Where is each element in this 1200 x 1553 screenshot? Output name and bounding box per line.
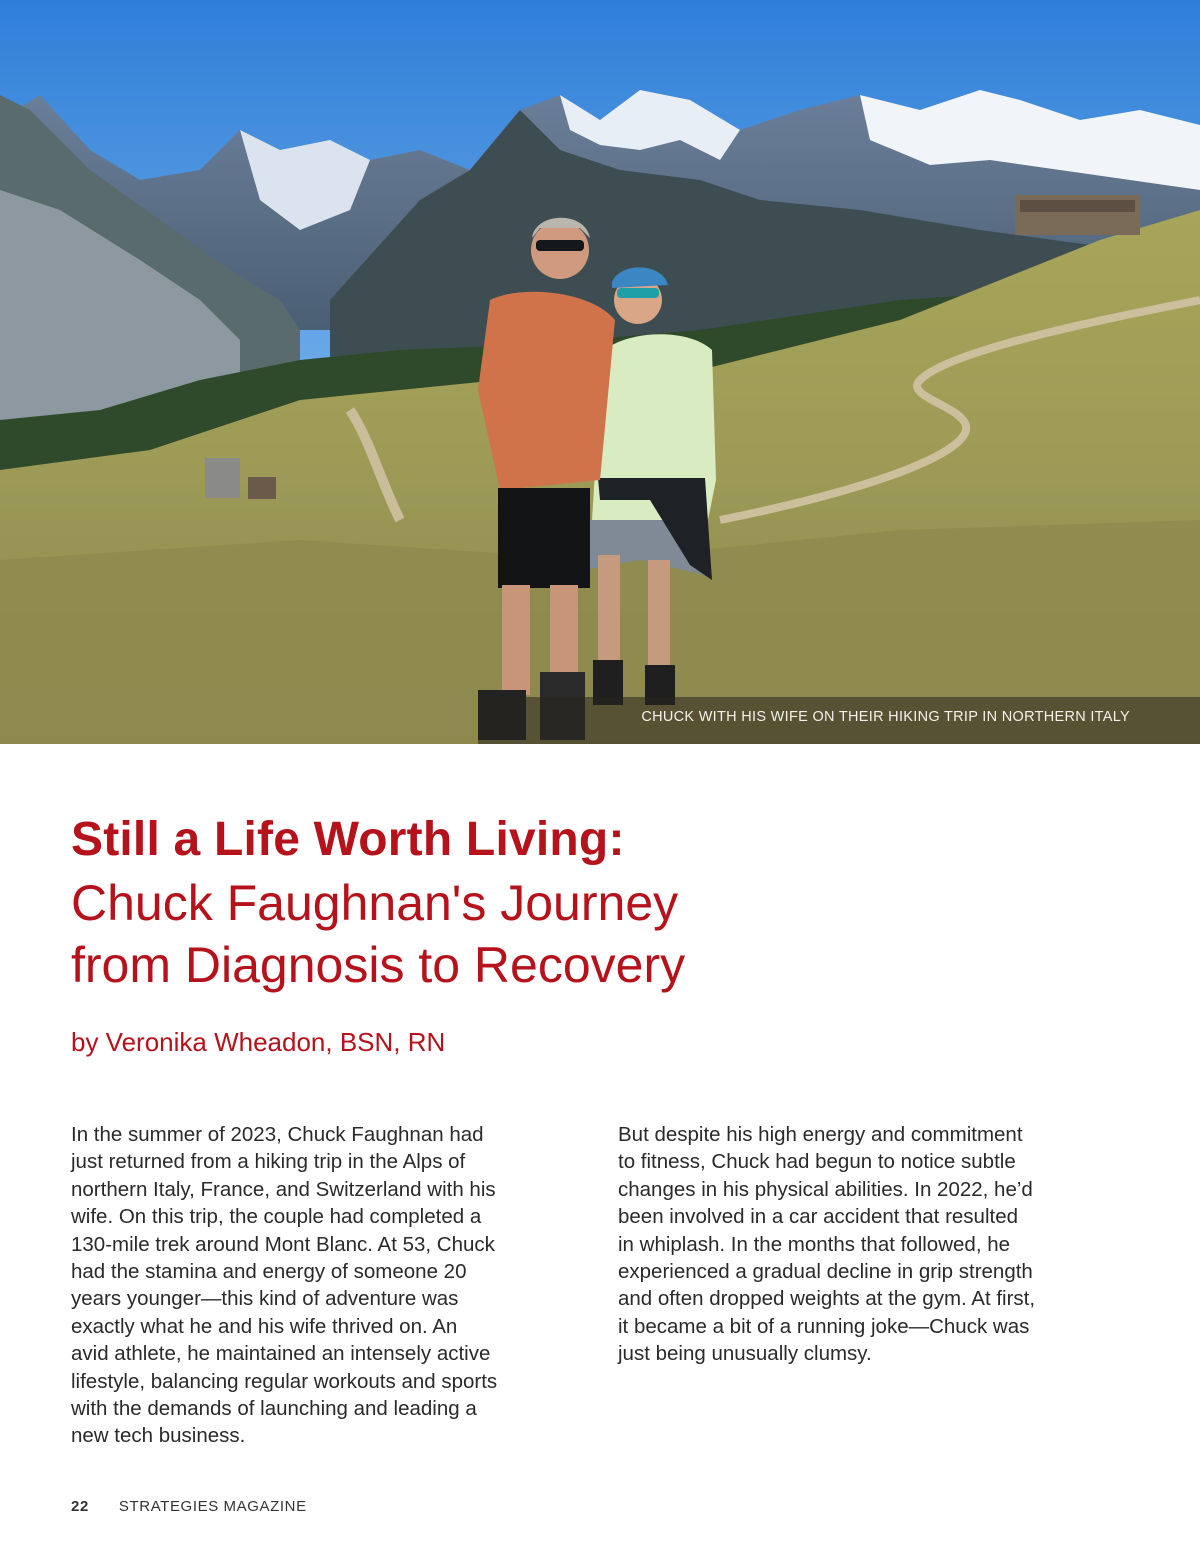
body-line: years younger—this kind of adventure was xyxy=(71,1287,459,1311)
body-line: 130-mile trek around Mont Blanc. At 53, Chuck xyxy=(71,1232,495,1256)
body-line: just returned from a hiking trip in the Alps of xyxy=(71,1150,466,1174)
subtitle-line: Chuck Faughnan's Journey xyxy=(71,875,679,931)
body-line: experienced a gradual decline in grip strength xyxy=(618,1260,1033,1284)
page-number: 22 xyxy=(71,1498,89,1515)
article-subtitle xyxy=(71,872,971,996)
body-line: in whiplash. In the months that followed, he xyxy=(618,1232,1011,1256)
body-column-left xyxy=(71,1121,591,1450)
author-byline: by Veronika Wheadon, BSN, RN xyxy=(71,1027,446,1057)
body-line: wife. On this trip, the couple had completed a xyxy=(71,1205,482,1229)
publication-name: STRATEGIES MAGAZINE xyxy=(118,1498,307,1515)
body-column-right xyxy=(618,1121,1138,1368)
body-line: with the demands of launching and leading a xyxy=(71,1397,477,1421)
body-line: and often dropped weights at the gym. At first, xyxy=(618,1287,1036,1311)
body-line: In the summer of 2023, Chuck Faughnan had xyxy=(71,1123,484,1146)
subtitle-line: from Diagnosis to Recovery xyxy=(71,937,686,993)
body-line: it became a bit of a running joke—Chuck was xyxy=(618,1314,1030,1338)
body-line: But despite his high energy and commitment xyxy=(618,1123,1023,1146)
body-line: lifestyle, balancing regular workouts and sports xyxy=(71,1369,498,1393)
body-line: to fitness, Chuck had begun to notice subtle xyxy=(618,1150,1016,1174)
body-line: exactly what he and his wife thrived on. An xyxy=(71,1314,458,1338)
photo-caption: CHUCK WITH HIS WIFE ON THEIR HIKING TRIP IN NORTHERN ITALY xyxy=(641,709,1130,725)
body-line: just being unusually clumsy. xyxy=(618,1342,872,1366)
body-line: been involved in a car accident that resulted xyxy=(618,1205,1019,1229)
body-line: avid athlete, he maintained an intensely active xyxy=(71,1342,491,1366)
page-footer xyxy=(71,1498,307,1515)
body-line: had the stamina and energy of someone 20 xyxy=(71,1260,467,1284)
body-line: changes in his physical abilities. In 2022, he’d xyxy=(618,1177,1033,1201)
hero-photo xyxy=(0,0,1200,744)
photo-caption-bar xyxy=(478,697,1200,744)
body-line: new tech business. xyxy=(71,1424,246,1448)
body-line: northern Italy, France, and Switzerland with his xyxy=(71,1177,496,1201)
article-title: Still a Life Worth Living: xyxy=(71,813,625,866)
hiking-photo-illustration xyxy=(0,0,1200,744)
